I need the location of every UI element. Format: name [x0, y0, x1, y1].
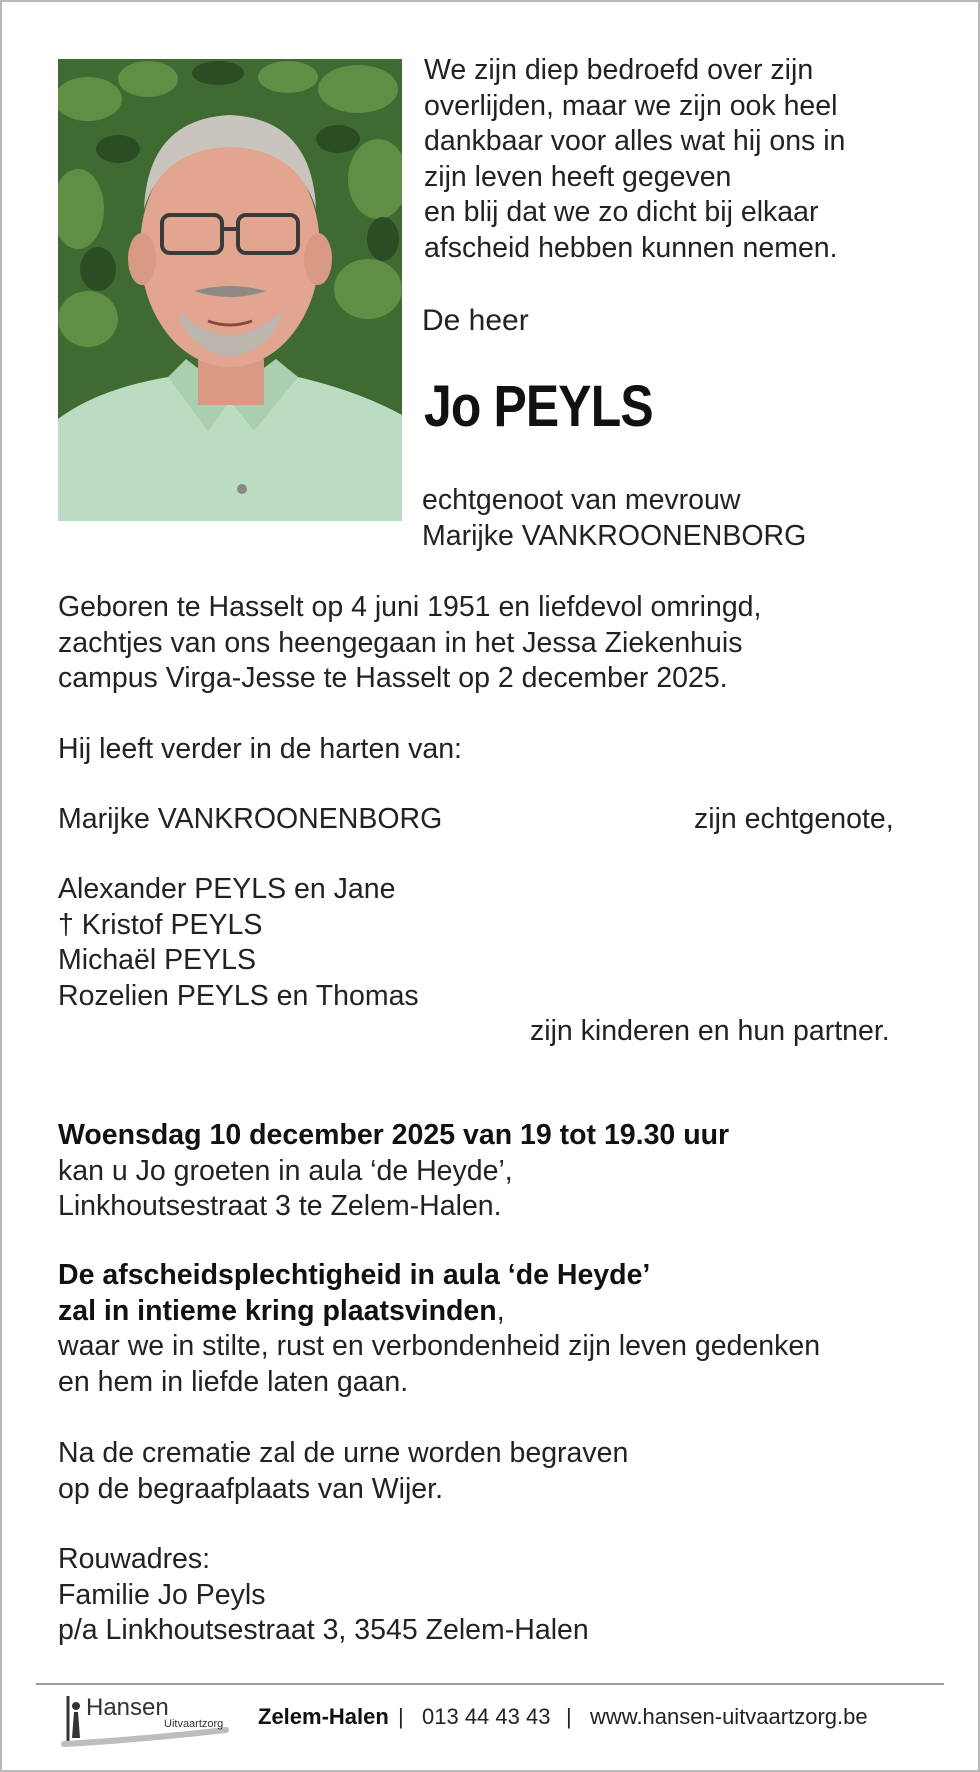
footer-separator: |	[398, 1704, 404, 1729]
children-list	[58, 872, 419, 1014]
list-item: † Kristof PEYLS	[58, 908, 263, 941]
intro-text	[424, 53, 845, 266]
footer-separator: |	[566, 1704, 572, 1729]
list-item: Alexander PEYLS en Jane	[58, 873, 396, 905]
list-item: Michaël PEYLS	[58, 944, 257, 976]
footer-divider	[36, 1683, 944, 1685]
ceremony-line: waar we in stilte, rust en verbondenheid zijn leven gedenken	[58, 1330, 821, 1362]
ceremony-heading: zal in intieme kring plaatsvinden	[58, 1294, 497, 1327]
address-line: Familie Jo Peyls	[58, 1578, 266, 1611]
address-line: p/a Linkhoutsestraat 3, 3545 Zelem-Halen	[58, 1614, 589, 1646]
ceremony-heading: De afscheidsplechtigheid in aula ‘de Heyde’	[58, 1259, 651, 1291]
deceased-name: Jo PEYLS	[424, 374, 653, 439]
intro-line: zijn leven heeft gegeven	[424, 160, 732, 193]
born-line: zachtjes van ons heengegaan in het Jessa Ziekenhuis	[58, 626, 743, 659]
list-item: Rozelien PEYLS en Thomas	[58, 979, 419, 1012]
partner-name: Marijke VANKROONENBORG	[58, 803, 443, 835]
partner-role: zijn echtgenote,	[694, 803, 894, 835]
cremation-info	[58, 1436, 628, 1507]
visitation-line: kan u Jo groeten in aula ‘de Heyde’,	[58, 1154, 513, 1187]
honorific-title: De heer	[422, 304, 529, 337]
visitation-heading: Woensdag 10 december 2025 van 19 tot 19.30 uur	[58, 1119, 730, 1151]
hansen-logo	[56, 1690, 246, 1750]
born-line: Geboren te Hasselt op 4 juni 1951 en liefdevol omringd,	[58, 591, 762, 623]
portrait-photo	[58, 59, 402, 521]
cremation-line: op de begraafplaats van Wijer.	[58, 1472, 443, 1505]
spouse-line: Marijke VANKROONENBORG	[422, 519, 807, 552]
spouse-info	[422, 483, 806, 554]
intro-line: overlijden, maar we zijn ook heel	[424, 89, 838, 122]
ceremony-info	[58, 1258, 820, 1400]
mourning-address	[58, 1542, 589, 1649]
intro-line: en blij dat we zo dicht bij elkaar	[424, 196, 819, 228]
footer-place: Zelem-Halen	[258, 1704, 389, 1729]
footer-phone: 013 44 43 43	[422, 1704, 551, 1729]
ceremony-line: en hem in liefde laten gaan.	[58, 1365, 409, 1398]
intro-line: We zijn diep bedroefd over zijn	[424, 54, 814, 86]
footer-website: www.hansen-uitvaartzorg.be	[590, 1704, 868, 1729]
birth-death-text	[58, 590, 761, 697]
intro-line: afscheid hebben kunnen nemen.	[424, 231, 838, 264]
born-line: campus Virga-Jesse te Hasselt op 2 december 2025.	[58, 662, 728, 694]
visitation-line: Linkhoutsestraat 3 te Zelem-Halen.	[58, 1190, 502, 1222]
spouse-line: echtgenoot van mevrouw	[422, 484, 741, 516]
ceremony-heading-comma: ,	[496, 1294, 505, 1327]
cremation-line: Na de crematie zal de urne worden begraven	[58, 1437, 629, 1469]
lives-on-text: Hij leeft verder in de harten van:	[58, 733, 462, 765]
visitation-info	[58, 1118, 729, 1225]
children-role: zijn kinderen en hun partner.	[530, 1015, 890, 1047]
address-label: Rouwadres:	[58, 1543, 211, 1575]
logo-subtitle: Uitvaartzorg	[164, 1718, 224, 1730]
intro-line: dankbaar voor alles wat hij ons in	[424, 125, 846, 157]
logo-name: Hansen	[86, 1694, 169, 1721]
